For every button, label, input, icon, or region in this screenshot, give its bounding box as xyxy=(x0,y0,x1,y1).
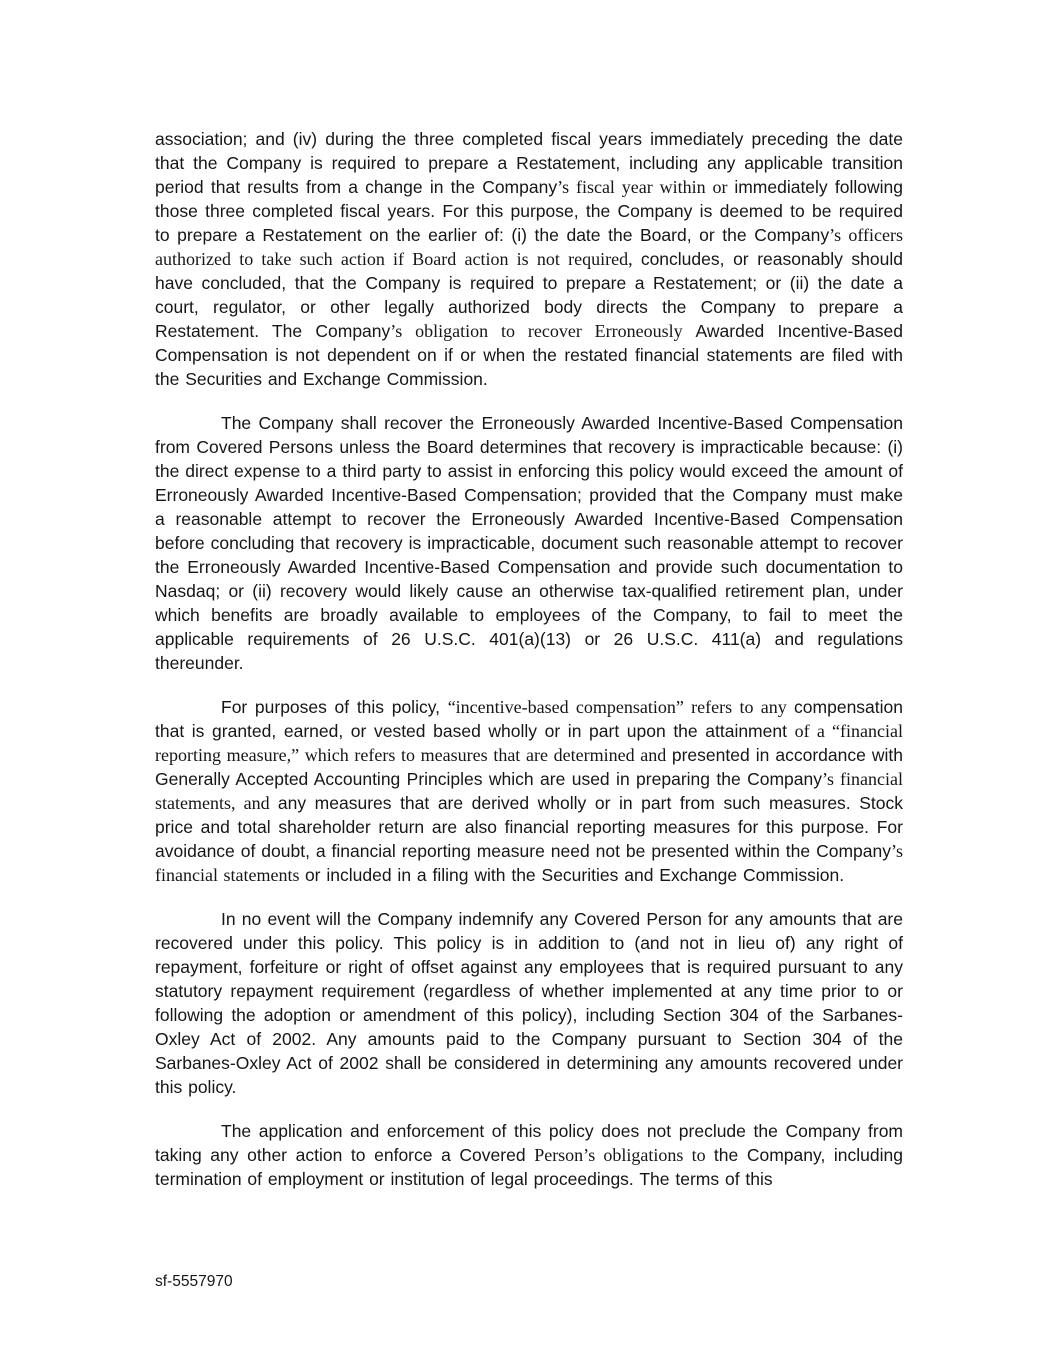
paragraph xyxy=(155,907,903,1099)
document-footer-id: sf-5557970 xyxy=(155,1273,233,1290)
paragraph xyxy=(155,411,903,675)
text-segment: “incentive-based compensation” refers to any xyxy=(447,697,795,717)
text-segment: Person’s obligations to xyxy=(534,1145,714,1165)
text-segment: For purposes of this policy, xyxy=(221,697,448,717)
paragraph xyxy=(155,695,903,887)
text-segment: any measures that are derived wholly or in part from such measures. Stock price and total shareholder return are also financial reporting measures for this purpose. For avoidance of doubt, a financial reporting measure need not be presented within the Company xyxy=(155,793,903,861)
text-segment: The Company shall recover the Erroneously Awarded Incentive-Based Compensation from Covered Persons unless the Board determines that recovery is impracticable because: (i) the direct expense to a third party to assist in enforcing this policy would exceed the amount of Erroneously Awarded Incentive-Based Compensation; provided that the Company must make a reasonable attempt to recover the Erroneously Awarded Incentive-Based Compensation before concluding that recovery is impracticable, document such reasonable attempt to recover the Erroneously Awarded Incentive-Based Compensation and provide such documentation to Nasdaq; or (ii) recovery would likely cause an otherwise tax-qualified retirement plan, under which benefits are broadly available to employees of the Company, to fail to meet the applicable requirements of 26 U.S.C. 401(a)(13) or 26 U.S.C. 411(a) and regulations thereunder. xyxy=(155,413,903,673)
text-segment: Awarded Incentive-Based Compensation is not dependent on if or when the restated financial statements are filed with the Securities and Exchange Commission. xyxy=(155,321,903,389)
text-segment: ’s financial statements xyxy=(155,841,903,885)
paragraph xyxy=(155,127,903,391)
text-segment: association; and (iv) during the three completed fiscal years immediately preceding the date that the Company is required to prepare a Restatement, including any applicable transition period that results from a change in the Company xyxy=(155,129,903,197)
text-segment: ’s officers authorized to take such action if Board action is not required, xyxy=(155,225,903,269)
text-segment: ’s financial statements, and xyxy=(155,769,903,813)
paragraph xyxy=(155,1119,903,1191)
text-segment: In no event will the Company indemnify any Covered Person for any amounts that are recovered under this policy. This policy is in addition to (and not in lieu of) any right of repayment, forfeiture or right of offset against any employees that is required pursuant to any statutory repayment requirement (regardless of whether implemented at any time prior to or following the adoption or amendment of this policy), including Section 304 of the Sarbanes-Oxley Act of 2002. Any amounts paid to the Company pursuant to Section 304 of the Sarbanes-Oxley Act of 2002 shall be considered in determining any amounts recovered under this policy. xyxy=(155,909,903,1097)
document-body xyxy=(155,127,903,1211)
text-segment: of a “financial reporting measure,” which refers to measures that are determined and xyxy=(155,721,903,765)
text-segment: the Company, including termination of employment or institution of legal proceedings. The terms of this xyxy=(155,1145,903,1189)
text-segment: The application and enforcement of this policy does not preclude the Company from taking any other action to enforce a Covered xyxy=(155,1121,903,1165)
text-segment: immediately following those three completed fiscal years. For this purpose, the Company is deemed to be required to prepare a Restatement on the earlier of: (i) the date the Board, or the Company xyxy=(155,177,903,245)
text-segment: concludes, or reasonably should have concluded, that the Company is required to prepare a Restatement; or (ii) the date a court, regulator, or other legally authorized body directs the Company to prepare a Restatement. The Company xyxy=(155,249,903,341)
text-segment: presented in accordance with Generally Accepted Accounting Principles which are used in preparing the Company xyxy=(155,745,903,789)
text-segment: ’s obligation to recover Erroneously xyxy=(390,321,696,341)
text-segment: or included in a filing with the Securities and Exchange Commission. xyxy=(304,865,845,885)
text-segment: ’s fiscal year within or xyxy=(557,177,735,197)
text-segment: compensation that is granted, earned, or vested based wholly or in part upon the attainment xyxy=(155,697,904,741)
